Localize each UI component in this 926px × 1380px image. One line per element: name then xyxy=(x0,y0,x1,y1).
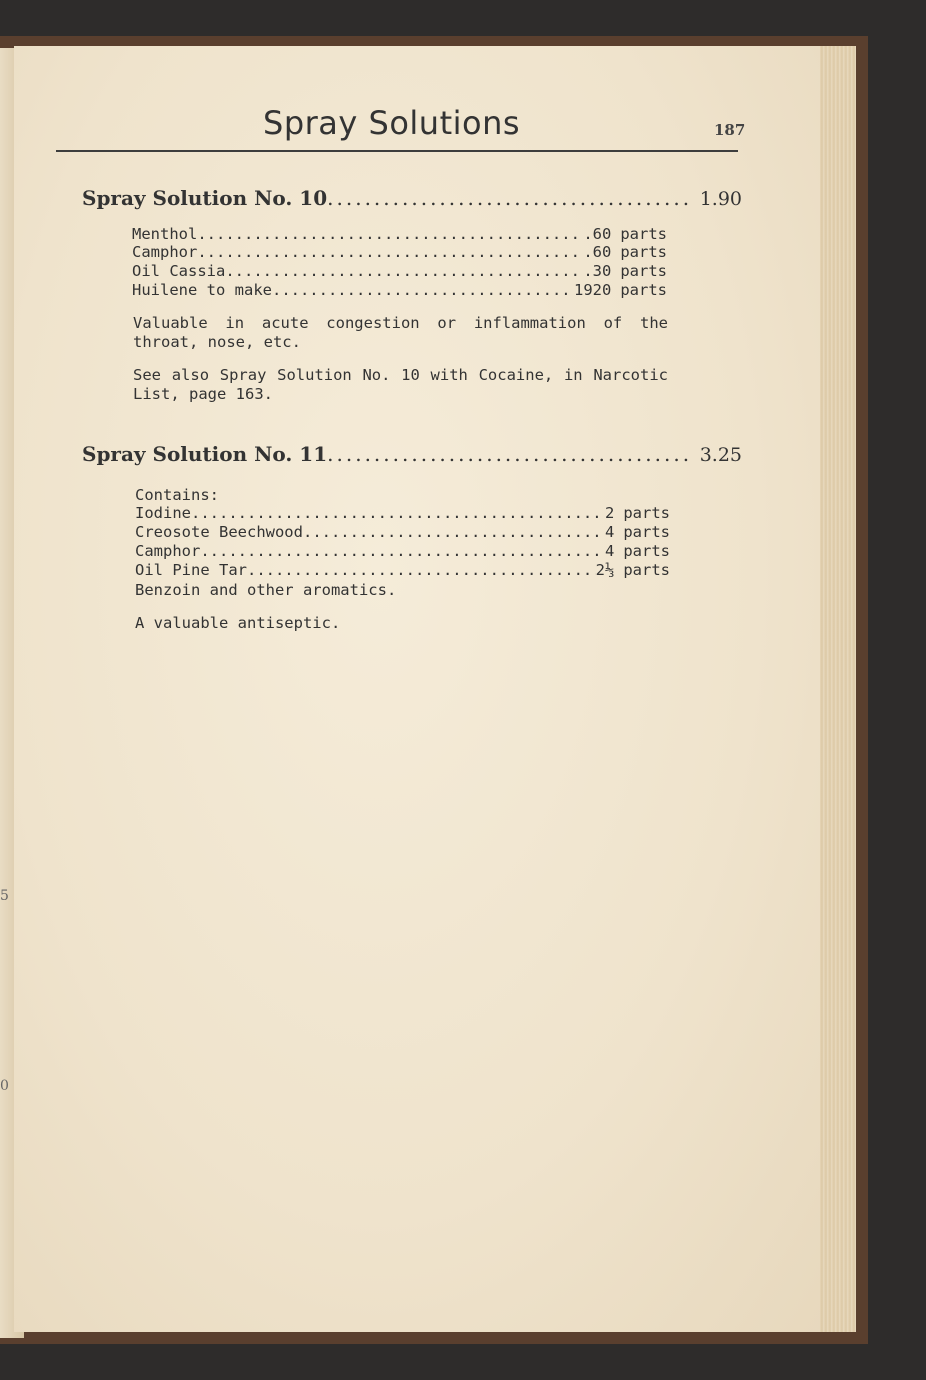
ingredient-unit: parts xyxy=(623,523,670,541)
ingredient-row xyxy=(135,523,670,542)
ingredient-amount: .60 xyxy=(583,225,612,243)
ingredient-name: Camphor xyxy=(132,243,198,261)
dot-leader xyxy=(200,542,605,560)
ingredient-name: Oil Pine Tar xyxy=(135,561,247,579)
ingredient-amount: 1920 xyxy=(574,281,612,299)
ingredient-name: Creosote Beechwood xyxy=(135,523,303,541)
entry-name: Spray Solution No. 11 xyxy=(82,442,328,466)
ingredient-row xyxy=(135,504,670,523)
page-number: 187 xyxy=(714,121,746,139)
page-title: Spray Solutions xyxy=(263,104,521,142)
entry-heading xyxy=(82,186,742,212)
dot-leader xyxy=(272,281,574,299)
dot-leader xyxy=(303,523,605,541)
dot-leader xyxy=(225,262,583,280)
ingredient-amount: .30 xyxy=(583,262,612,280)
ingredient-name: Iodine xyxy=(135,504,191,522)
ingredient-name: Menthol xyxy=(132,225,198,243)
entry-price: 3.25 xyxy=(699,444,742,466)
contains-label: Contains: xyxy=(135,486,219,504)
ingredient-amount: 4 xyxy=(604,542,615,560)
ingredient-unit: parts xyxy=(620,225,667,243)
entry-note: A valuable antiseptic. xyxy=(135,614,341,632)
ingredient-row xyxy=(132,225,667,244)
header-rule xyxy=(56,150,738,152)
ingredient-unit: parts xyxy=(620,243,667,261)
ingredient-name: Camphor xyxy=(135,542,201,560)
entry-note: Valuable in acute congestion or inflammation of the throat, nose, etc. xyxy=(133,314,668,351)
ingredient-row xyxy=(132,243,667,262)
dot-leader xyxy=(197,243,583,261)
ingredient-row xyxy=(135,542,670,561)
ingredient-unit: parts xyxy=(620,281,667,299)
entry-note: See also Spray Solution No. 10 with Cocaine, in Narcotic List, page 163. xyxy=(133,366,668,403)
entry-heading xyxy=(82,442,742,468)
margin-mark: 0 xyxy=(0,1078,9,1094)
ingredient-name: Huilene to make xyxy=(132,281,272,299)
ingredient-amount: .60 xyxy=(583,243,612,261)
ingredient-amount: 4 xyxy=(604,523,615,541)
ingredient-name: Oil Cassia xyxy=(132,262,226,280)
dot-leader xyxy=(191,504,605,522)
ingredient-unit: parts xyxy=(623,504,670,522)
ingredient-extra: Benzoin and other aromatics. xyxy=(135,581,397,599)
dot-leader xyxy=(327,442,694,466)
ingredient-amount: 2⅓ xyxy=(595,561,615,579)
ingredient-row xyxy=(132,262,667,281)
dot-leader xyxy=(197,225,583,243)
ingredient-unit: parts xyxy=(620,262,667,280)
page-edges xyxy=(820,46,856,1332)
ingredient-unit: parts xyxy=(623,542,670,560)
dot-leader xyxy=(327,186,694,210)
entry-name: Spray Solution No. 10 xyxy=(82,186,328,210)
ingredient-unit: parts xyxy=(623,561,670,579)
ingredient-amount: 2 xyxy=(604,504,615,522)
entry-price: 1.90 xyxy=(699,188,742,210)
ingredient-row xyxy=(135,561,670,580)
margin-mark: 5 xyxy=(0,888,9,904)
ingredient-row xyxy=(132,281,667,300)
dot-leader xyxy=(247,561,596,579)
